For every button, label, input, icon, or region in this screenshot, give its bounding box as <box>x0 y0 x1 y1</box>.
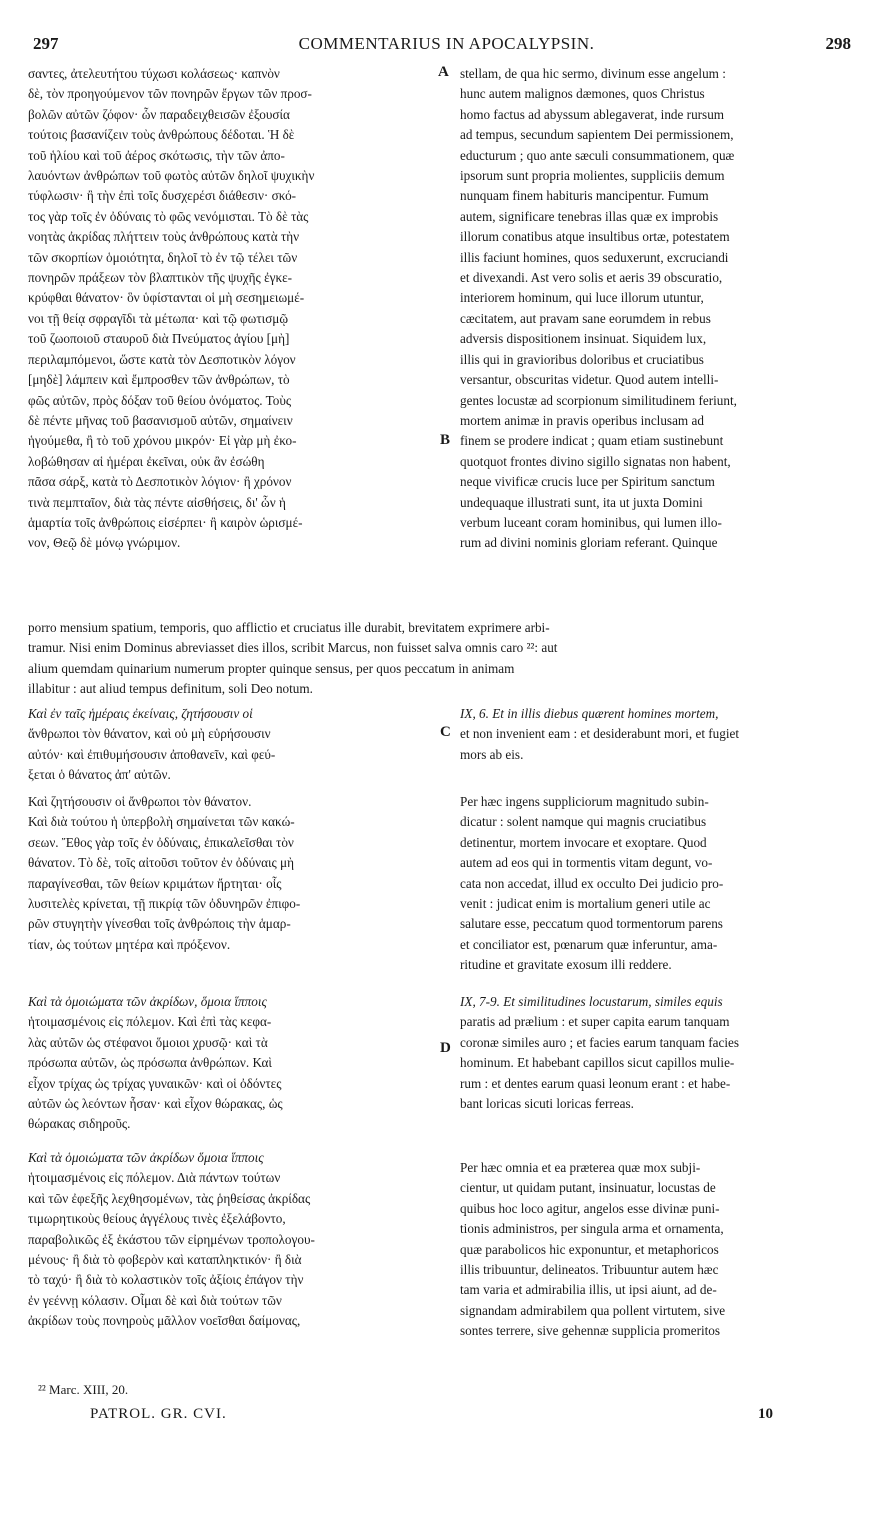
text-line: Καὶ ἐν ταῖς ἡμέραις ἐκείναις, ζητήσουσιν οἱ <box>28 706 253 721</box>
text-line: finem se prodere indicat ; quam etiam sustinebunt <box>460 433 724 449</box>
text-line: IX, 7-9. Et similitudines locustarum, similes equis <box>460 994 723 1009</box>
text-line: τιμωρητικοὺς θείους ἀγγέλους τινὲς ἐξελάβοντο, <box>28 1211 286 1227</box>
text-line: θώρακας σιδηροῦς. <box>28 1116 131 1132</box>
text-line: τος γὰρ τοῖς ἐν ὀδύναις τὸ φῶς νενόμισται. Τὸ δὲ τὰς <box>28 208 309 224</box>
margin-letter-c: C <box>440 724 451 740</box>
text-line: coronæ similes auro ; et facies earum tanquam facies <box>460 1034 740 1050</box>
text-line: λοβώθησαν αἱ ἡμέραι ἐκεῖναι, οὐκ ἂν ἐσώθη <box>28 453 265 469</box>
text-line: ἐν γεέννῃ κόλασιν. Οἶμαι δὲ καὶ διὰ τούτων τῶν <box>28 1292 282 1308</box>
greek-column-block-2 <box>28 704 432 786</box>
page-header <box>0 34 893 58</box>
text-line: ἁμαρτία τοῖς ἀνθρώποις εἰσέρπει· ἢ καιρὸν ὡρισμέ- <box>28 514 303 530</box>
margin-letter-b: B <box>440 432 451 448</box>
text-line: quibus hoc loco agitur, angelos esse divinæ puni- <box>460 1200 720 1216</box>
text-line: detinentur, mortem invocare et exoptare. Quod <box>460 834 707 850</box>
text-line: θάνατον. Τὸ δὲ, τοῖς αἰτοῦσι τοῦτον ἐν ὀδύναις μὴ <box>28 855 295 871</box>
text-line: ipsorum sunt propria molientes, suppliciis demum <box>460 168 725 184</box>
text-line: τοῦ ἡλίου καὶ τοῦ ἀέρος σκότωσις, τὴν τῶν ἀπο- <box>28 147 285 163</box>
text-line: quæ parabolicos hic exponuntur, et metaphoricos <box>460 1241 719 1257</box>
text-line: porro mensium spatium, temporis, quo afflictio et cruciatus ille durabit, brevitatem exprimere arbi- <box>28 620 550 635</box>
text-line: νον, Θεῷ δὲ μόνῳ γνώριμον. <box>28 535 181 551</box>
text-line: εἶχον τρίχας ὡς τρίχας γυναικῶν· καὶ οἱ ὀδόντες <box>28 1075 282 1091</box>
text-line: ξεται ὁ θάνατος ἀπ' αὐτῶν. <box>28 767 171 783</box>
text-line: illis qui in gravioribus doloribus et cruciatibus <box>460 351 704 367</box>
text-line: πονηρῶν πράξεων τὸν βλαπτικὸν τῆς ψυχῆς ἐγκε- <box>28 270 293 286</box>
page-number-left: 297 <box>33 34 59 53</box>
text-line: undequaque illustrati sunt, ita ut juxta Domini <box>460 494 703 510</box>
text-line: adversis dispositionem insinuat. Siquidem lux, <box>460 331 707 347</box>
text-line: cientur, ut quidam putant, insinuatur, locustas de <box>460 1180 716 1196</box>
text-line: καὶ τῶν ἐφεξῆς λεχθησομένων, τὰς ῥηθείσας ἀκρίδας <box>28 1190 311 1206</box>
text-line: ρῶν στυγητὴν γίνεσθαι τοῖς ἀνθρώποις τὴν ἁμαρ- <box>28 916 291 932</box>
text-line: αὐτόν· καὶ ἐπιθυμήσουσιν ἀποθανεῖν, καὶ φεύ- <box>28 746 276 762</box>
text-line: δὲ, τὸν προηγούμενον τῶν πονηρῶν ἔργων τῶν προσ- <box>28 86 312 102</box>
text-line: mortem animæ in pravis operibus inclusam ad <box>460 412 704 428</box>
text-line: δὲ πέντε μῆνας τοῦ βασανισμοῦ αὐτῶν, σημαίνειν <box>28 412 293 428</box>
text-line: μένους· ἢ διὰ τὸ φοβερὸν καὶ καταπληκτικόν· ἢ διὰ <box>28 1252 302 1268</box>
text-line: autem ad eos qui in tormentis vitam degunt, vo- <box>460 855 713 871</box>
text-line: paratis ad prælium : et super capita earum tanquam <box>460 1014 730 1030</box>
text-line: versantur, obscuritas videtur. Quod autem intelli- <box>460 372 719 388</box>
latin-column-block-2 <box>460 704 862 765</box>
text-line: nunquam finem habituris mancipentur. Fumum <box>460 188 709 204</box>
text-line: Καὶ τὰ ὁμοιώματα τῶν ἀκρίδων, ὅμοια ἵπποις <box>28 994 267 1009</box>
text-line: sontes terrere, sive gehennæ supplicia promeritos <box>460 1323 721 1339</box>
margin-letter-d: D <box>440 1040 451 1056</box>
text-line: cata non accedat, illud ex occulto Dei judicio pro- <box>460 875 724 891</box>
greek-column-block-3 <box>28 792 432 955</box>
text-line: neque vivificæ crucis luce per Spiritum sanctum <box>460 474 715 490</box>
text-line: τίαν, ὡς τούτων μητέρα καὶ πρόξενον. <box>28 936 231 952</box>
text-line: autem, significare tenebras illas quæ ex improbis <box>460 208 719 224</box>
text-line: ad tempus, secundum sapientem Dei permissionem, <box>460 127 734 143</box>
text-line: quotquot frontes divino sigillo signatas non habent, <box>460 453 731 469</box>
text-line: illorum conatibus atque insultibus ortæ, potestatem <box>460 229 730 245</box>
text-line: λυσιτελὲς κρίνεται, τῇ πικρίᾳ τῶν ὀδυνηρῶν ἐπιφο- <box>28 896 301 912</box>
page-number-right: 298 <box>825 34 851 53</box>
text-line: signandam admirabilem qua pollent virtutem, sive <box>460 1302 726 1318</box>
text-line: λὰς αὐτῶν ὡς στέφανοι ὅμοιοι χρυσῷ· καὶ τὰ <box>28 1034 268 1050</box>
greek-column-block-5 <box>28 1148 432 1332</box>
greek-column-block-1 <box>28 64 432 554</box>
text-line: ἡτοιμασμένοις εἰς πόλεμον. Καὶ ἐπὶ τὰς κεφα- <box>28 1014 272 1030</box>
patrologia-footer: PATROL. GR. CVI. <box>90 1406 227 1422</box>
text-line: homo factus ad abyssum ablegaverat, inde rursum <box>460 106 725 122</box>
text-line: interiorem hominum, qui luce illorum utuntur, <box>460 290 704 306</box>
text-line: βολῶν αὐτῶν ζόφον· ὧν παραδειχθεισῶν ἐξουσία <box>28 106 290 122</box>
text-line: stellam, de qua hic sermo, divinum esse angelum : <box>460 66 726 81</box>
text-line: Per hæc omnia et ea præterea quæ mox subji- <box>460 1160 701 1175</box>
footnote: ²² Marc. XIII, 20. <box>38 1382 129 1397</box>
text-line: παραγίνεσθαι, τῶν θείων κριμάτων ἤρτηται· οἷς <box>28 875 282 891</box>
text-line: et conciliator est, pœnarum quæ inferuntur, ama- <box>460 936 718 952</box>
text-line: rum : et dentes earum quasi leonum erant : et habe- <box>460 1075 731 1091</box>
text-line: Per hæc ingens suppliciorum magnitudo subin- <box>460 794 709 809</box>
text-line: νοητὰς ἀκρίδας πλήττειν τοὺς ἀνθρώπους κατὰ τὴν <box>28 229 300 245</box>
text-line: et non invenient eam : et desiderabunt mori, et fugiet <box>460 726 740 742</box>
text-line: πᾶσα σάρξ, κατὰ τὸ Δεσποτικὸν λόγιον· ἢ χρόνον <box>28 474 292 490</box>
text-line: venit : judicat enim is mortalium generi utile ac <box>460 896 711 912</box>
text-line: τούτοις βασανίζειν τοὺς ἀνθρώπους δέδοται. Ἡ δὲ <box>28 127 295 143</box>
greek-column-block-4 <box>28 992 432 1135</box>
text-line: et divexandi. Ast vero solis et aeris 39 obscuratio, <box>460 270 723 286</box>
latin-column-block-1 <box>460 64 862 554</box>
signature-number: 10 <box>758 1406 773 1422</box>
text-line: illis faciunt homines, quos seduxerunt, excruciandi <box>460 249 729 265</box>
running-title: COMMENTARIUS IN APOCALYPSIN. <box>298 34 595 53</box>
text-line: σαντες, ἀτελευτήτου τύχωσι κολάσεως· καπνὸν <box>28 66 280 81</box>
text-line: τύφλωσιν· ἢ τὴν ἐπὶ τοῖς δυσχερέσι διάθεσιν· σκό- <box>28 188 297 204</box>
text-line: educturum ; quo ante sæculi consummationem, quæ <box>460 147 735 163</box>
latin-column-block-3 <box>460 792 862 976</box>
latin-column-block-4 <box>460 992 862 1114</box>
text-line: mors ab eis. <box>460 746 524 762</box>
full-width-block <box>28 618 862 700</box>
text-line: [μηδὲ] λάμπειν καὶ ἔμπροσθεν τῶν ἀνθρώπων, τὸ <box>28 372 290 388</box>
text-line: tramur. Nisi enim Dominus abreviasset dies illos, scribit Marcus, non fuisset salva omnis caro ²²: aut <box>28 640 558 656</box>
text-line: rum ad divini nominis gloriam referant. Quinque <box>460 535 718 551</box>
text-line: tionis administros, per singula arma et ornamenta, <box>460 1221 724 1237</box>
text-line: τινὰ πεμπταῖον, διὰ τὰς πέντε αἰσθήσεις, δι' ὧν ἡ <box>28 494 286 510</box>
text-line: ἡτοιμασμένοις εἰς πόλεμον. Διὰ πάντων τούτων <box>28 1170 281 1186</box>
latin-column-block-5 <box>460 1158 862 1342</box>
text-line: verbum luceant coram hominibus, qui lumen illo- <box>460 514 722 530</box>
text-line: tam varia et admirabilia illis, ut ipsi aiunt, ad de- <box>460 1282 717 1298</box>
text-line: πρόσωπα αὐτῶν, ὡς πρόσωπα ἀνθρώπων. Καὶ <box>28 1055 272 1071</box>
text-line: τῶν σκορπίων ὁμοιότητα, δηλοῖ τὸ ἐν τῷ τέλει τῶν <box>28 249 298 265</box>
text-line: λαυόντων ἀνθρώπων τοῦ φωτὸς αὐτῶν δηλοῖ ψυχικὴν <box>28 168 315 184</box>
text-line: φῶς αὐτῶν, πρὸς δόξαν τοῦ θείου ὀνόματος. Τοὺς <box>28 392 292 408</box>
text-line: hunc autem malignos dæmones, quos Christus <box>460 86 705 102</box>
text-line: alium quemdam quinarium numerum propter quinque sensus, per quos peccatum in animam <box>28 660 515 676</box>
margin-letter-a: A <box>438 64 449 80</box>
text-line: Καὶ διὰ τούτου ἡ ὑπερβολὴ σημαίνεται τῶν κακώ- <box>28 814 295 830</box>
text-line: παραβολικῶς ἐξ ἑκάστου τῶν εἰρημένων τροπολογου- <box>28 1231 315 1247</box>
text-line: salutare esse, peccatum quod tormentorum parens <box>460 916 723 932</box>
text-line: gentes locustæ ad scorpionum similitudinem feriunt, <box>460 392 737 408</box>
text-line: Καὶ ζητήσουσιν οἱ ἄνθρωποι τὸν θάνατον. <box>28 794 252 809</box>
text-line: τοῦ ζωοποιοῦ σταυροῦ διὰ Πνεύματος ἁγίου [μὴ] <box>28 331 290 347</box>
text-line: bant loricas sicuti loricas ferreas. <box>460 1096 634 1112</box>
text-line: ritudine et gravitate exosum illi reddere. <box>460 957 672 973</box>
text-line: τὸ ταχύ· ἢ διὰ τὸ κολαστικὸν τοῖς ἀξίοις ἐπάγον τὴν <box>28 1272 304 1288</box>
text-line: σεων. Ἔθος γὰρ τοῖς ἐν ὀδύναις, ἐπικαλεῖσθαι τὸν <box>28 834 294 850</box>
text-line: IX, 6. Et in illis diebus quærent homines mortem, <box>460 706 719 721</box>
text-line: ἀκρίδων τοὺς πονηροὺς μᾶλλον νοεῖσθαι δαίμονας, <box>28 1313 301 1329</box>
text-line: κρύφθαι θάνατον· ὃν ὑφίστανται οἱ μὴ σεσημειωμέ- <box>28 290 305 306</box>
text-line: περιλαμπόμενοι, ὥστε κατὰ τὸν Δεσποτικὸν λόγον <box>28 351 296 367</box>
text-line: ἡγούμεθα, ἢ τὸ τοῦ χρόνου μικρόν· Εἰ γὰρ μὴ ἐκο- <box>28 433 297 449</box>
text-line: illis tribuuntur, delineatos. Tribuuntur autem hæc <box>460 1262 719 1278</box>
text-line: Καὶ τὰ ὁμοιώματα τῶν ἀκρίδων ὅμοια ἵπποις <box>28 1150 264 1165</box>
text-line: νοι τῇ θείᾳ σφραγῖδι τὰ μέτωπα· καὶ τῷ φωτισμῷ <box>28 310 289 326</box>
text-line: αὐτῶν ὡς λεόντων ἦσαν· καὶ εἶχον θώρακας, ὡς <box>28 1096 283 1112</box>
text-line: ἄνθρωποι τὸν θάνατον, καὶ οὐ μὴ εὑρήσουσιν <box>28 726 271 742</box>
text-line: dicatur : solent namque qui magnis cruciatibus <box>460 814 707 830</box>
text-line: hominum. Et habebant capillos sicut capillos mulie- <box>460 1055 735 1071</box>
text-line: illabitur : aut aliud tempus definitum, soli Deo notum. <box>28 681 313 697</box>
text-line: cæcitatem, aut pravam sane eorumdem in rebus <box>460 310 711 326</box>
